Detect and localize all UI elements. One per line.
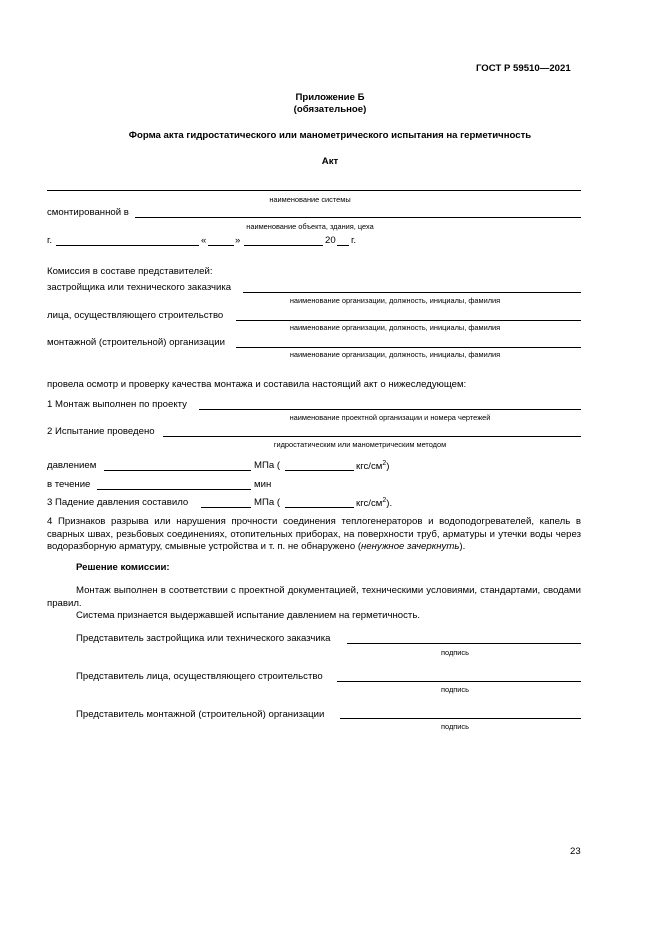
- year-suffix: г.: [351, 235, 356, 246]
- act-title: Акт: [321, 156, 339, 167]
- year-line[interactable]: [337, 245, 349, 246]
- drop-kgf-line[interactable]: [285, 507, 354, 508]
- installer-label: монтажной (строительной) организации: [47, 337, 225, 348]
- form-title: Форма акта гидростатического или манометрического испытания на герметичность: [128, 130, 532, 141]
- installer-rep-label: Представитель монтажной (строительной) организации: [76, 709, 325, 720]
- kgf-label-1: кгс/$см^2$): [356, 460, 390, 473]
- annex-title: Приложение Б: [295, 92, 365, 103]
- caption-signature-1: подпись: [441, 648, 469, 657]
- item2-label: 2 Испытание проведено: [47, 426, 155, 437]
- caption-org-builder: наименование организации, должность, инициалы, фамилия: [289, 323, 501, 332]
- month-line[interactable]: [244, 245, 323, 246]
- mpa-label-2: МПа (: [254, 497, 281, 508]
- min-label: мин: [254, 479, 272, 490]
- caption-project: наименование проектной организации и номера чертежей: [289, 413, 491, 422]
- pressure-mpa-line[interactable]: [104, 470, 251, 471]
- decision-title: Решение комиссии:: [76, 562, 170, 573]
- builder-signature-line[interactable]: [337, 681, 581, 682]
- inspection-text: провела осмотр и проверку качества монтажа и составила настоящий акт о нижеследующем:: [47, 379, 467, 390]
- duration-line[interactable]: [97, 489, 251, 490]
- during-label: в течение: [47, 479, 91, 490]
- caption-object: наименование объекта, здания, цеха: [246, 222, 374, 231]
- kgf-label-2: кгс/$см^2$).: [356, 497, 393, 510]
- annex-status: (обязательное): [293, 104, 367, 115]
- page-number: 23: [570, 846, 581, 857]
- caption-org-installer: наименование организации, должность, инициалы, фамилия: [289, 350, 501, 359]
- item3-label: 3 Падение давления составило: [47, 497, 189, 508]
- developer-rep-label: Представитель застройщика или технического заказчика: [76, 633, 331, 644]
- developer-signature-line[interactable]: [347, 643, 581, 644]
- caption-signature-3: подпись: [441, 722, 469, 731]
- pressure-label: давлением: [47, 460, 97, 471]
- caption-system: наименование системы: [269, 195, 351, 204]
- caption-method: гидростатическим или манометрическим методом: [273, 440, 447, 449]
- date-open-quote: «: [201, 235, 207, 246]
- year-prefix: 20: [325, 235, 336, 246]
- city-prefix: г.: [47, 235, 52, 246]
- city-line[interactable]: [56, 245, 199, 246]
- drop-mpa-line[interactable]: [201, 507, 251, 508]
- date-close-quote: »: [235, 235, 241, 246]
- day-line[interactable]: [208, 245, 234, 246]
- pressure-kgf-line[interactable]: [285, 470, 354, 471]
- builder-label: лица, осуществляющего строительство: [47, 310, 224, 321]
- builder-rep-label: Представитель лица, осуществляющего строительство: [76, 671, 323, 682]
- decision-paragraph-1: Монтаж выполнен в соответствии с проектной документацией, техническими условиями, стандартами, сводами правил.: [47, 585, 581, 609]
- standard-number: ГОСТ Р 59510—2021: [476, 63, 571, 74]
- caption-org-developer: наименование организации, должность, инициалы, фамилия: [289, 296, 501, 305]
- mounted-in-label: смонтированной в: [47, 207, 129, 218]
- builder-line[interactable]: [236, 320, 581, 321]
- developer-label: застройщика или технического заказчика: [47, 282, 232, 293]
- mpa-label: МПа (: [254, 460, 281, 471]
- item4-paragraph: 4 Признаков разрыва или нарушения прочности соединения теплогенераторов и водоподогревателей, капель в сварных швах, резьбовых соединениях, отопительных приборах, на поверхности труб, арматуры и утечки воды через водоразборную арматуру, смывные устройства и т. п. не обнаружено (ненужное зачеркнуть).: [47, 516, 581, 553]
- commission-label: Комиссия в составе представителей:: [47, 266, 213, 277]
- system-name-line[interactable]: [47, 190, 581, 191]
- decision-paragraph-2: Система признается выдержавшей испытание давлением на герметичность.: [76, 610, 420, 621]
- developer-line[interactable]: [243, 292, 581, 293]
- installer-line[interactable]: [236, 347, 581, 348]
- project-line[interactable]: [199, 409, 581, 410]
- method-line[interactable]: [163, 436, 581, 437]
- installer-signature-line[interactable]: [340, 718, 581, 719]
- caption-signature-2: подпись: [441, 685, 469, 694]
- item1-label: 1 Монтаж выполнен по проекту: [47, 399, 187, 410]
- object-name-line[interactable]: [135, 217, 581, 218]
